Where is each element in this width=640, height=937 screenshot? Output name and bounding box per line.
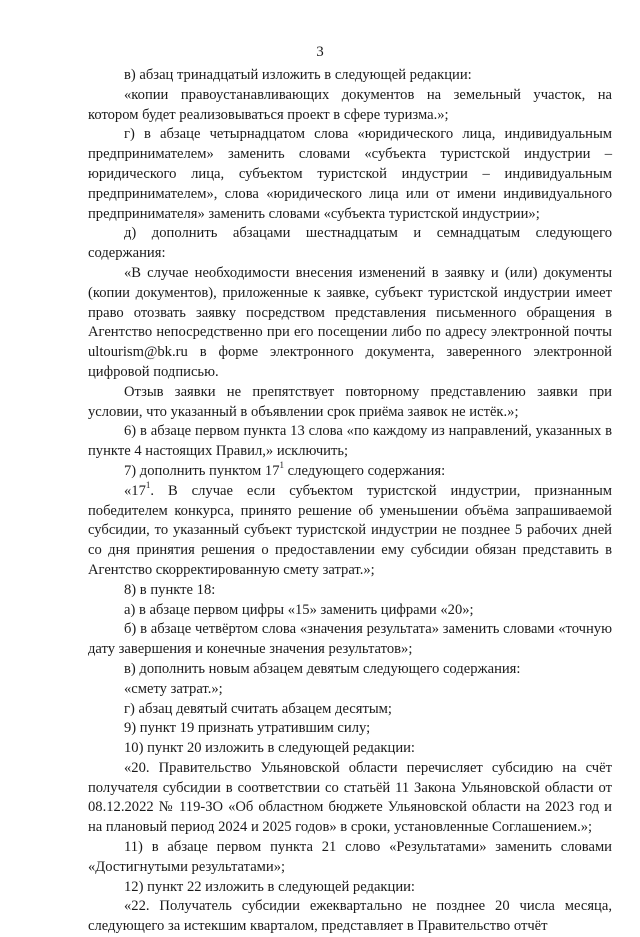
paragraph: 11) в абзаце первом пункта 21 слово «Результатами» заменить словами «Достигнутыми результатами»; [88,839,612,875]
page-number: 3 [316,44,324,60]
superscript: 1 [279,460,285,471]
paragraph: в) дополнить новым абзацем девятым следующего содержания: [124,660,521,677]
paragraph: 8) в пункте 18: [124,581,216,598]
paragraph: д) дополнить абзацами шестнадцатым и семнадцатым следующего содержания: [88,225,612,262]
paragraph: «копии правоустанавливающих документов на земельный участок, на котором будет реализовываться проект в сфере туризма.»; [88,86,612,123]
paragraph: «смету затрат.»; [124,680,223,697]
paragraph: «В случае необходимости внесения изменений в заявку и (или) документы (копии документов), приложенные к заявке, субъект туристской индустрии имеет право отозвать заявку посредством представления письменного обращения в Агентство непосредственно при его посещении либо по адресу электронной почты ultourism@bk.ru в форме электронного документа, заверенного электронной цифровой подписью. [88,264,612,380]
paragraph: 10) пункт 20 изложить в следующей редакции: [124,740,415,757]
paragraph: «22. Получатель субсидии ежеквартально не позднее 20 числа месяца, следующего за истекшим кварталом, представляет в Правительство отчёт [88,898,612,935]
paragraph: а) в абзаце первом цифры «15» заменить цифрами «20»; [124,601,474,618]
paragraph: 12) пункт 22 изложить в следующей редакции: [124,878,415,895]
paragraph: б) в абзаце четвёртом слова «значения результата» заменить словами «точную дату завершения и конечные значения результатов»; [88,621,612,658]
paragraph: Отзыв заявки не препятствует повторному представлению заявки при условии, что указанный в объявлении срок приёма заявок не истёк.»; [88,383,612,420]
paragraph: 6) в абзаце первом пункта 13 слова «по каждому из направлений, указанных в пункте 4 настоящих Правил,» исключить; [88,423,612,460]
paragraph: 7) дополнить пунктом $17^1$ следующего содержания: [124,460,446,479]
paragraph: г) в абзаце четырнадцатом слова «юридического лица, индивидуальным предпринимателем» заменить словами «субъекта туристской индустрии – юридического лица, субъектом туристской индустрии – индивидуальным предпринимателем», слова «юридического лица или от имени индивидуального предпринимателя» заменить словами «субъекта туристской индустрии»; [88,126,612,222]
paragraph: в) абзац тринадцатый изложить в следующей редакции: [124,67,472,83]
superscript: 1 [145,479,151,490]
document-body [88,66,612,937]
paragraph: 9) пункт 19 признать утратившим силу; [124,720,371,737]
paragraph: «20. Правительство Ульяновской области перечисляет субсидию на счёт получателя субсидии в соответствии со статьёй 11 Закона Ульяновской области от 08.12.2022 № 119-ЗО «Об областном бюджете Ульяновской области на 2023 год и на плановый период 2024 и 2025 годов» в сроки, установленные Соглашением.»; [88,759,612,836]
paragraph: «$17^1$. В случае если субъектом туристской индустрии, признанным победителем конкурса, принято решение об уменьшении объёма запрашиваемой субсидии, то указанный субъект туристской индустрии не позднее 5 рабочих дней со дня принятия решения о предоставлении ему субсидии обязан представить в Агентство скорректированную смету затрат.»; [88,479,612,578]
paragraph: г) абзац девятый считать абзацем десятым; [124,700,392,717]
